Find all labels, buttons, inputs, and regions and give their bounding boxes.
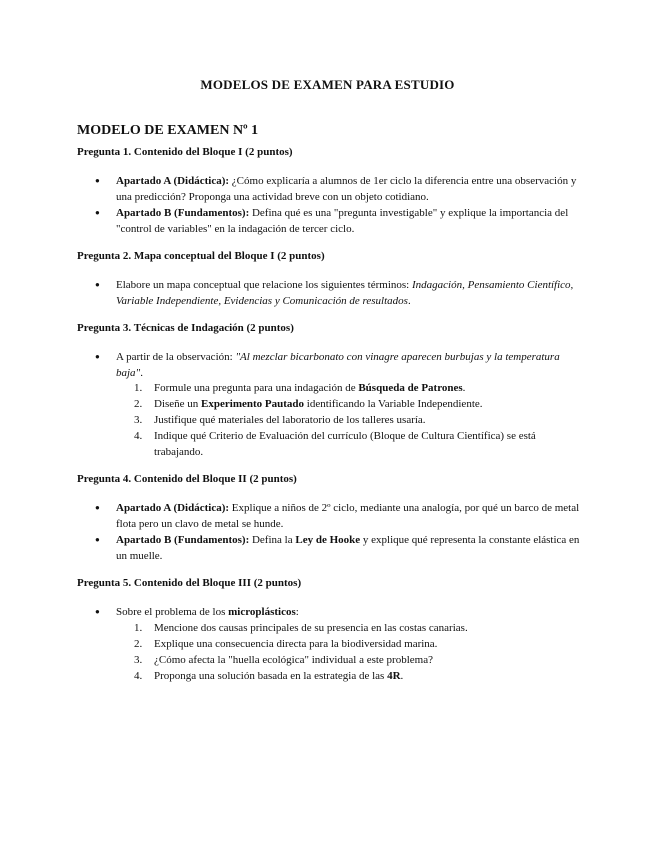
- document-title: MODELOS DE EXAMEN PARA ESTUDIO: [200, 77, 455, 92]
- question-4-heading: Pregunta 4. Contenido del Bloque II (2 puntos): [77, 473, 297, 485]
- question-2-text: Elabore un mapa conceptual que relacione los siguientes términos:: [116, 279, 412, 291]
- part-a-label: Apartado A (Didáctica):: [116, 502, 230, 514]
- list-number: 1.: [134, 622, 143, 634]
- question-1-part-a: [116, 173, 586, 205]
- question-4-part-b: ● Apartado B (Fundamentos): Defina la Ley de Hooke y explique qué representa la constante elástica en un muelle.: [116, 532, 586, 564]
- list-number: 3.: [134, 414, 143, 426]
- question-3-quote: "Al mezclar bicarbonato con vinagre aparecen burbujas y la temperatura baja": [116, 351, 560, 379]
- question-1-heading: Pregunta 1. Contenido del Bloque I (2 puntos): [77, 146, 293, 158]
- list-number: 4.: [134, 430, 143, 442]
- question-5-bullet: ● Sobre el problema de los microplásticos:: [116, 604, 586, 620]
- part-a-text: ¿Cómo explicaría a alumnos de 1er ciclo la diferencia entre una observación y una predicción? Proponga una actividad breve con un objeto cotidiano.: [116, 175, 577, 203]
- question-1-part-b: [116, 205, 586, 237]
- list-item: 3. Justifique qué materiales del laboratorio de los talleres usaría.: [134, 414, 426, 426]
- question-2-bullet: [116, 277, 586, 309]
- question-3-intro: A partir de la observación:: [116, 351, 236, 363]
- question-3-intro-end: .: [140, 367, 143, 379]
- list-number: 3.: [134, 654, 143, 666]
- question-2-heading: Pregunta 2. Mapa conceptual del Bloque I (2 puntos): [77, 250, 325, 262]
- list-item: 1. Mencione dos causas principales de su presencia en las costas canarias.: [134, 622, 468, 634]
- list-number: 1.: [134, 382, 143, 394]
- part-b-label: Apartado B (Fundamentos):: [116, 207, 250, 219]
- list-number: 4.: [134, 670, 143, 682]
- part-b-text: Defina qué es una "pregunta investigable" y explique la importancia del "control de variables" en la indagación de tercer ciclo.: [116, 207, 569, 235]
- part-a-text: Explique a niños de 2º ciclo, mediante una analogía, por qué un barco de metal flota pero un clavo de metal se hunde.: [116, 502, 580, 530]
- list-number: 2.: [134, 398, 143, 410]
- list-item: 4. Proponga una solución basada en la estrategia de las 4R.: [134, 670, 404, 682]
- list-item: 3. ¿Cómo afecta la "huella ecológica" individual a este problema?: [134, 654, 433, 666]
- list-item: 2. Diseñe un Experimento Pautado identificando la Variable Independiente.: [134, 398, 483, 410]
- list-item: 1. Formule una pregunta para una indagación de Búsqueda de Patrones.: [134, 382, 466, 394]
- part-a-label: Apartado A (Didáctica):: [116, 175, 230, 187]
- model-title: MODELO DE EXAMEN Nº 1: [77, 123, 259, 138]
- list-item: 2. Explique una consecuencia directa para la biodiversidad marina.: [134, 638, 438, 650]
- list-number: 2.: [134, 638, 143, 650]
- question-2-terms: Indagación, Pensamiento Científico, Variable Independiente, Evidencias y Comunicación de resultados: [116, 279, 574, 307]
- question-4-part-a: [116, 500, 586, 532]
- question-5-heading: Pregunta 5. Contenido del Bloque III (2 puntos): [77, 577, 302, 589]
- question-2-end: .: [407, 295, 411, 307]
- part-b-label: Apartado B (Fundamentos):: [116, 534, 250, 546]
- question-3-bullet: [116, 349, 586, 381]
- list-item: 4. Indique qué Criterio de Evaluación del currículo (Bloque de Cultura Científica) se está trabajando.: [134, 430, 536, 458]
- question-3-heading: Pregunta 3. Técnicas de Indagación (2 puntos): [77, 322, 294, 334]
